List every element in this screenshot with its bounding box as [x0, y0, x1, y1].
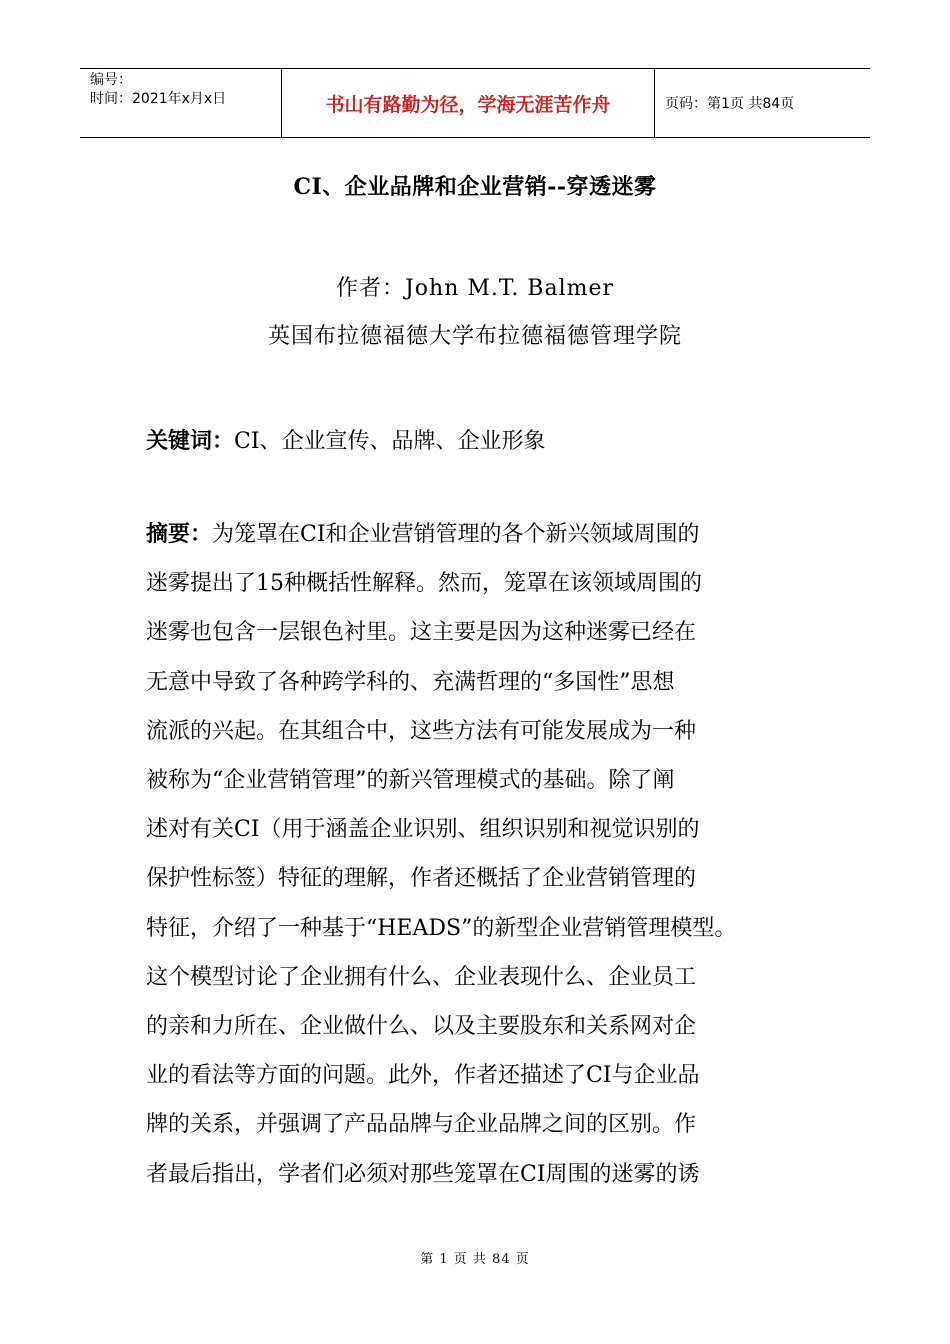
abstract-line: 业的看法等方面的问题。此外，作者还描述了CI与企业品 — [146, 1063, 700, 1089]
abstract-line: 者最后指出，学者们必须对那些笼罩在CI周围的迷雾的诱 — [146, 1161, 700, 1187]
page-footer: 第 1 页 共 84 页 — [420, 1252, 530, 1267]
number-label: 编号： — [90, 72, 132, 88]
abstract-line: 述对有关CI（用于涵盖企业识别、组织识别和视觉识别的 — [146, 817, 700, 843]
abstract-paragraph — [146, 510, 811, 1199]
abstract-line: 保护性标签）特征的理解，作者还概括了企业营销管理的 — [146, 866, 697, 892]
abstract-line: 这个模型讨论了企业拥有什么、企业表现什么、企业员工 — [146, 964, 697, 990]
header-motto: 书山有路勤为径，学海无涯苦作舟 — [282, 69, 655, 137]
keywords-text: CI、企业宣传、品牌、企业形象 — [234, 429, 546, 454]
header-page-info: 页码：第1页 共84页 — [665, 96, 795, 112]
abstract-line: 的亲和力所在、企业做什么、以及主要股东和关系网对企 — [146, 1014, 697, 1040]
abstract-line: 无意中导致了各种跨学科的、充满哲理的“多国性”思想 — [146, 669, 675, 695]
keywords-paragraph — [146, 417, 811, 466]
document-title: CI、企业品牌和企业营销--穿透迷雾 — [293, 174, 657, 200]
abstract-line: 被称为“企业营销管理”的新兴管理模式的基础。除了阐 — [146, 768, 675, 794]
abstract-line: 迷雾也包含一层银色衬里。这主要是因为这种迷雾已经在 — [146, 620, 697, 646]
abstract-line: 迷雾提出了15种概括性解释。然而，笼罩在该领域周围的 — [146, 571, 702, 597]
abstract-line: 特征，介绍了一种基于“HEADS”的新型企业营销管理模型。 — [146, 915, 737, 941]
abstract-line: 牌的关系，并强调了产品品牌与企业品牌之间的区别。作 — [146, 1112, 697, 1138]
abstract-line: 流派的兴起。在其组合中，这些方法有可能发展成为一种 — [146, 718, 697, 744]
affiliation-line: 英国布拉德福德大学布拉德福德管理学院 — [267, 324, 682, 349]
abstract-label: 摘要： — [146, 521, 213, 547]
keywords-label: 关键词： — [146, 428, 235, 454]
document-header — [80, 68, 870, 138]
header-meta — [80, 69, 282, 137]
abstract-text: 为笼罩在CI和企业营销管理的各个新兴领域周围的 — [212, 522, 700, 547]
time-label: 时间：2021年x月x日 — [90, 91, 227, 107]
abstract-line — [146, 510, 811, 559]
author-line: 作者：John M.T. Balmer — [335, 276, 615, 301]
